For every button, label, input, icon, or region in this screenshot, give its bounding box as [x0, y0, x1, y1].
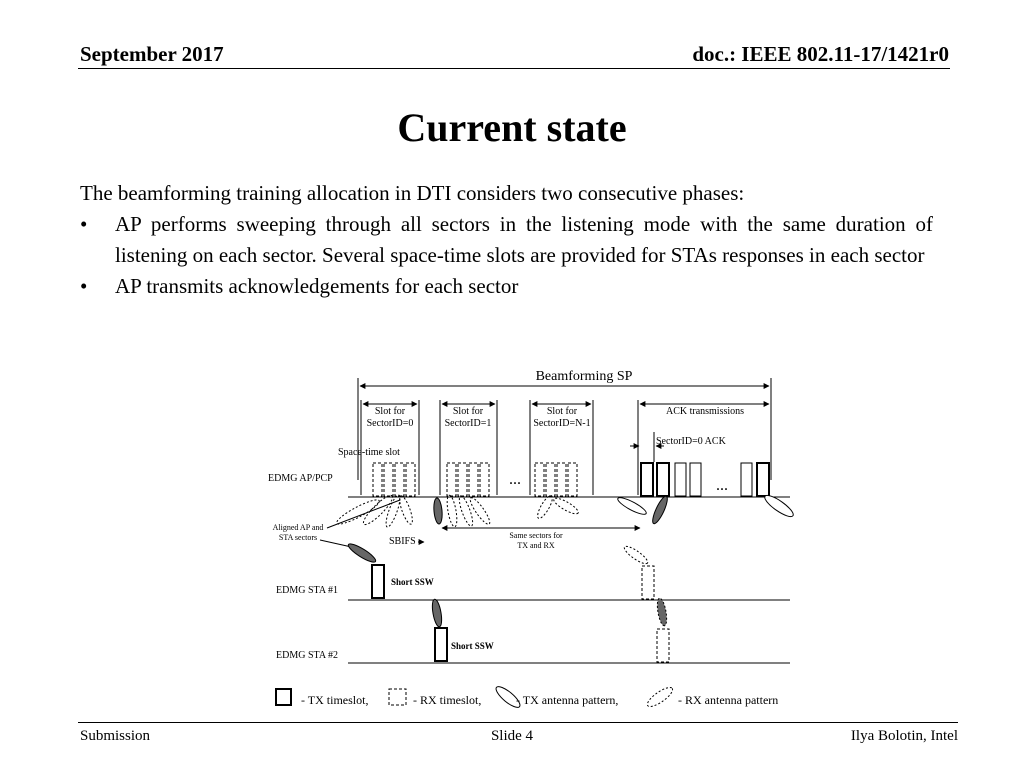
legend-tx-timeslot: - TX timeslot,: [301, 693, 369, 707]
slotN-label-line2: SectorID=N-1: [533, 418, 591, 429]
edmg-sta1-label: EDMG STA #1: [276, 585, 338, 596]
slotN-label-line1: Slot for: [546, 406, 578, 417]
slot1-label-line1: Slot for: [452, 406, 484, 417]
legend: [276, 684, 778, 711]
sta2-rx-timeslot: [657, 629, 669, 662]
footer-slide-number: Slide 4: [490, 728, 534, 744]
sta1-tx-pattern: [346, 541, 377, 565]
ap-rx-pattern-aligned: [433, 498, 443, 525]
ap-tx-pattern: [762, 492, 796, 520]
sta1-tx-timeslot: [372, 565, 384, 598]
slot0-label-line2: SectorID=0: [366, 418, 414, 429]
aligned-label-line1: Aligned AP and: [272, 523, 324, 532]
legend-rx-timeslot: - RX timeslot,: [413, 693, 482, 707]
edmg-ap-label: EDMG AP/PCP: [268, 473, 333, 484]
sbifs-label: SBIFS: [389, 536, 416, 547]
header-doc-id: doc.: IEEE 802.11-17/1421r0: [692, 42, 949, 66]
ap-tx-pattern: [616, 495, 648, 517]
header-date: September 2017: [80, 42, 224, 66]
legend-tx-timeslot-icon: [276, 689, 291, 705]
same-sectors-line2: TX and RX: [517, 541, 555, 550]
bullet-text: AP transmits acknowledgements for each sector: [115, 274, 519, 298]
sp-label: Beamforming SP: [535, 369, 633, 384]
legend-rx-timeslot-icon: [389, 689, 406, 705]
short-ssw-2: Short SSW: [451, 641, 494, 651]
legend-rx-antenna: - RX antenna pattern: [678, 693, 779, 707]
ack-tx-timeslots: [641, 463, 769, 496]
sta2-tx-pattern: [431, 599, 444, 628]
ack0-label: SectorID=0 ACK: [656, 436, 726, 447]
same-sectors-line1: Same sectors for: [509, 531, 563, 540]
bullet-text: AP performs sweeping through all sectors in the listening mode with the same duration of listening on each sector. Several space-time slots are provided for STAs responses in each sector: [115, 212, 933, 267]
intro-text: The beamforming training allocation in DTI considers two consecutive phases:: [80, 181, 745, 205]
bullet-icon: •: [80, 212, 88, 236]
slot0-label-line1: Slot for: [374, 406, 406, 417]
sta2-tx-timeslot: [435, 628, 447, 661]
edmg-sta2-label: EDMG STA #2: [276, 650, 338, 661]
sta1-rx-timeslot: [642, 566, 654, 599]
ack-label: ACK transmissions: [665, 406, 745, 417]
sta2-rx-pattern: [656, 598, 669, 627]
short-ssw-1: Short SSW: [391, 577, 434, 587]
sta1-rx-pattern: [622, 544, 650, 567]
ellipsis-ack: ...: [716, 477, 728, 494]
bullet-icon: •: [80, 274, 88, 298]
rx-timeslots: [373, 463, 577, 496]
aligned-label-line2: STA sectors: [278, 533, 318, 542]
footer-submission: Submission: [80, 728, 151, 744]
ellipsis-rx: ...: [509, 471, 521, 488]
footer-author: Ilya Bolotin, Intel: [850, 728, 958, 744]
legend-tx-antenna: - TX antenna pattern,: [516, 693, 619, 707]
aligned-pointer-ap: [327, 500, 400, 528]
space-time-slot-label: Space-time slot: [338, 447, 400, 458]
slot1-label-line2: SectorID=1: [444, 418, 492, 429]
footer-rule: [78, 722, 958, 723]
slide-title: Current state: [397, 105, 627, 150]
legend-rx-antenna-icon: [645, 684, 675, 709]
ap-rx-patterns: [334, 492, 580, 528]
ap-tx-pattern-aligned: [650, 495, 670, 526]
